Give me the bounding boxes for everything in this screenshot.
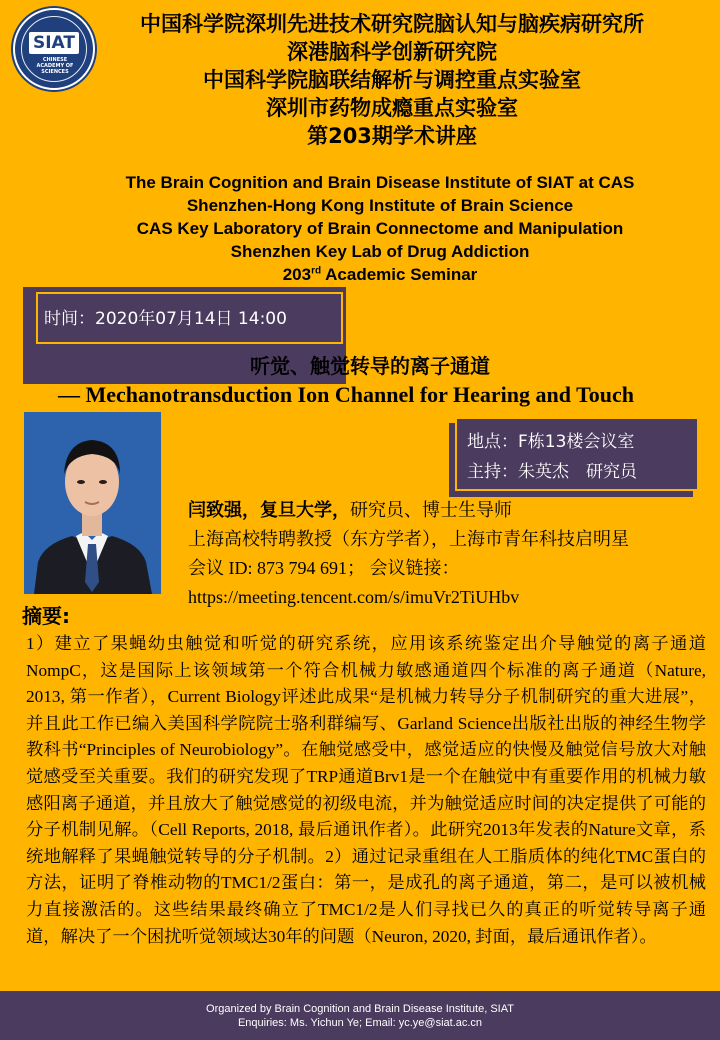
abstract-heading: 摘要: [22, 604, 70, 628]
talk-title-en: — Mechanotransduction Ion Channel for Hearing and Touch [58, 382, 634, 407]
speaker-role: 研究员、博士生导师 [350, 500, 512, 520]
speaker-titles: 上海高校特聘教授（东方学者），上海市青年科技启明星 [188, 529, 629, 549]
host-text: 主持：朱英杰 研究员 [467, 462, 637, 482]
seminar-suffix: rd [311, 265, 322, 277]
chinese-header [98, 10, 686, 150]
en-header-line: Shenzhen-Hong Kong Institute of Brain Science [186, 196, 574, 215]
meeting-link[interactable]: https://meeting.tencent.com/s/imuVr2TiUHbv [188, 587, 520, 607]
speaker-portrait-illustration [24, 412, 161, 594]
seminar-label: Academic Seminar [321, 265, 478, 284]
speaker-name: 闫致强，复旦大学， [188, 500, 350, 521]
location-box [455, 417, 699, 491]
cn-header-line: 中国科学院深圳先进技术研究院脑认知与脑疾病研究所 [140, 12, 644, 36]
en-header-line: The Brain Cognition and Brain Disease Institute of SIAT at CAS [125, 173, 635, 192]
speaker-photo [24, 412, 161, 594]
seminar-number-line [90, 263, 670, 286]
speaker-info [188, 496, 708, 612]
cn-header-line: 深圳市药物成瘾重点实验室 [266, 96, 518, 120]
time-box: 时间：2020年07月14日 14:00 [36, 292, 343, 344]
cn-header-line: 中国科学院脑联结解析与调控重点实验室 [203, 68, 581, 92]
cn-header-line: 深港脑科学创新研究院 [287, 40, 497, 64]
seminar-number: 203 [282, 265, 312, 284]
location-text: 地点：F栋13楼会议室 [467, 432, 635, 452]
en-header-line: Shenzhen Key Lab of Drug Addiction [230, 242, 530, 261]
abstract-text: 1）建立了果蝇幼虫触觉和听觉的研究系统，应用该系统鉴定出介导触觉的离子通道NompC，这是国际上该领域第一个符合机械力敏感通道四个标准的离子通道（Nature, 2013, 第一作者），Current Biology评述此成果“是机械力转导分子机制研究的重大进展”，并且此工作已编入美国科学院院士骆利群编写、Garland Science出版社出版的神经生物学教科书“Principles of Neurobiology”。在触觉感受中，感觉适应的快慢及触觉信号放大对触觉感受至关重要。我们的研究发现了TRP通道Brv1是一个在触觉中有重要作用的机械力敏感阳离子通道，并且放大了触觉感觉的初级电流，并为触觉适应时间的决定提供了可能的分子机制见解。（Cell Reports, 2018, 最后通讯作者）。此研究2013年发表的Nature文章，系统地解释了果蝇触觉转导的分子机制。2）通过记录重组在人工脂质体的纯化TMC蛋白的方法，证明了脊椎动物的TMC1/2蛋白：第一，是成孔的离子通道，第二，是可以被机械力直接激活的。这些结果最终确立了TMC1/2是人们寻找已久的真正的听觉转导离子通道，解决了一个困扰听觉领域达30年的问题（Neuron, 2020, 封面，最后通讯作者）。 [26, 634, 706, 946]
logo-subtitle: CHINESE ACADEMY OF SCIENCES [36, 57, 74, 75]
cn-header-line: 第203期学术讲座 [307, 124, 477, 148]
talk-title-cn: 听觉、触觉转导的离子通道 [250, 354, 490, 378]
en-header-line: CAS Key Laboratory of Brain Connectome and Manipulation [136, 219, 624, 238]
logo-mark: SIAT [29, 32, 79, 54]
footer-organizer: Organized by Brain Cognition and Brain Disease Institute, SIAT [206, 1003, 514, 1015]
footer [0, 991, 720, 1040]
speaker-line [188, 496, 708, 525]
english-header [90, 171, 670, 286]
meeting-id: 会议 ID: 873 794 691； 会议链接： [188, 558, 460, 578]
footer-enquiries: Enquiries: Ms. Yichun Ye; Email: yc.ye@siat.ac.cn [237, 1017, 483, 1029]
siat-logo [13, 8, 95, 90]
